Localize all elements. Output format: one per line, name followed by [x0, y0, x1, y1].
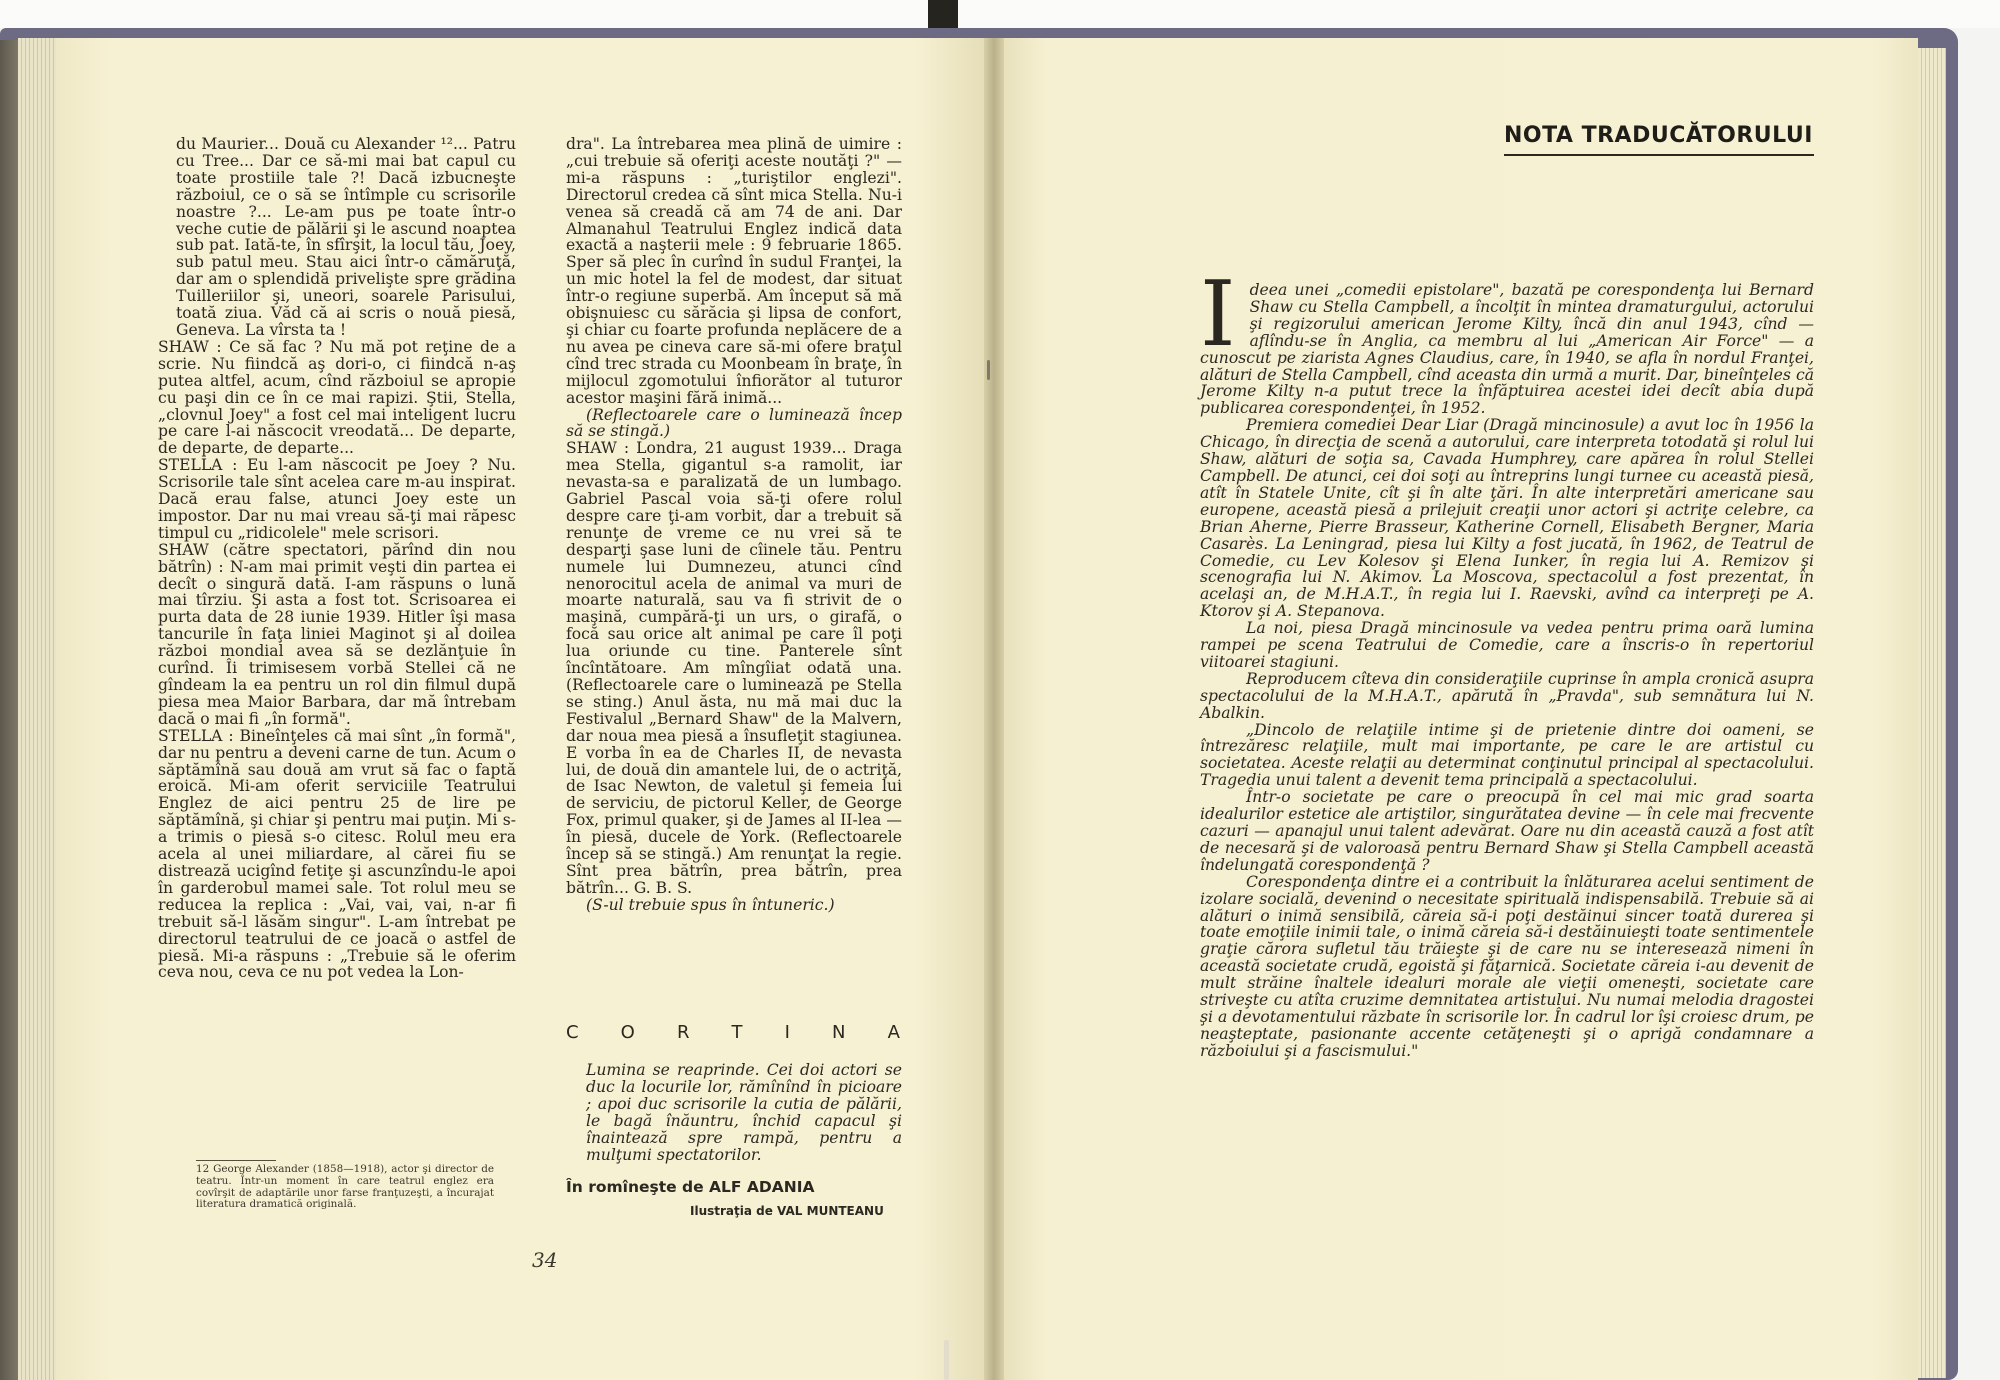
translator-credit: În romîneşte de ALF ADANIA	[566, 1178, 815, 1196]
final-stage-direction: Lumina se reaprinde. Cei doi actori se duc la locurile lor, rămînînd în picioare ; apoi duc scrisorile la cutia de pălării, le bagă înăuntru, închid capacul şi înaintează spre rampă, pentru a mulţumi spectatorilor.	[586, 1061, 902, 1164]
cortina-letter: I	[784, 1022, 792, 1043]
left-column-2	[566, 136, 902, 914]
page-stack-right	[1914, 48, 1946, 1378]
background-strip	[0, 0, 2000, 28]
text-paragraph: „Dincolo de relaţiile intime şi de prietenie dintre doi oameni, se întrezăresc relaţiile, mult mai importante, pe care le are artistul cu societatea. Aceste relaţii au determinat conţinutul principal al spectacolului. Tragedia unui talent a devenit tema principală a spectacolului.	[1200, 720, 1814, 790]
text-paragraph: La noi, piesa Dragă mincinosule va vedea pentru prima oară lumina rampei pe scena Teatrului de Comedie, care a înscris-o în repertoriul viitoarei stagiuni.	[1200, 619, 1814, 671]
text-paragraph: Reproducem cîteva din consideraţiile cuprinse în ampla cronică asupra spectacolului de la M.H.A.T., apărută în „Pravda", sub semnătura lui N. Abalkin.	[1200, 669, 1814, 722]
binding-thread	[944, 1340, 949, 1380]
cortina-letter: N	[832, 1022, 848, 1043]
binding-thread	[987, 360, 990, 380]
cortina-heading	[566, 1022, 902, 1043]
drop-cap: I	[1200, 262, 1236, 367]
book-gutter	[984, 38, 1004, 1380]
text-paragraph: Într-o societate pe care o preocupă în cel mai mic grad soarta idealurilor estetice ale artiştilor, singurătatea devine — în cele mai frecvente cazuri — apanajul unui talent adevărat. Oare nu din această cauză a fost atît de necesară şi de valoroasă pentru Bernard Shaw şi Stella Campbell această îndelungată corespondenţă ?	[1200, 788, 1814, 874]
dialogue-paragraph: SHAW : Ce să fac ? Nu mă pot reţine de a scrie. Nu fiindcă aş dori-o, ci fiindcă n-aş putea altfel, acum, cînd războiul se apropie cu paşi din ce în ce mai rapizi. Ştii, Stella, „clovnul Joey" a fost cel mai inteligent lucru pe care l-ai născocit vreodată... De departe, de departe, de departe...	[158, 337, 516, 458]
heading-underline	[1504, 154, 1814, 156]
footnote-divider	[196, 1160, 276, 1161]
cortina-letter: C	[566, 1022, 581, 1043]
cortina-letter: T	[731, 1022, 745, 1043]
text-paragraph: Corespondenţa dintre ei a contribuit la înlăturarea acelui sentiment de izolare socială, devenind o necesitate spirituală indispensabilă. Trebuie să ai alături o inimă sensibilă, căreia să-i poţi destăinui sincer toată durerea şi toate emoţiile inimii tale, o inimă căreia să-i destăinuieşti toate sentimentele graţie cărora sufletul tău trăieşte şi de care nu se interesează nimeni în această societate crudă, egoistă şi făţarnică. Societate căreia i-au devenit de mult străine înaltele idealuri morale ale vieţii omeneşti, societate care striveşte cu atîta cruzime demnitatea artistului. Nu numai melodia dragostei şi a devotamentului răzbate în scrisorile lor. În cadrul lor îşi croiesc drum, pe neaşteptate, pasionante accente cetăţeneşti şi o aprigă condamnare a războiului şi a fascismului."	[1200, 872, 1814, 1060]
stage-direction: (Reflectoarele care o luminează încep să se stingă.)	[566, 405, 902, 441]
text-paragraph	[1200, 262, 1814, 418]
footnote: 12 George Alexander (1858—1918), actor şi director de teatru. Într-un moment în care teatrul englez era covîrşit de adaptările unor farse franţuzeşti, a încurajat literatura dramatică originală.	[196, 1163, 494, 1211]
paragraph-text: deea unei „comedii epistolare", bazată pe corespondenţa lui Bernard Shaw cu Stella Campbell, a încolţit în mintea dramaturgului, actorului şi regizorului american Jerome Kilty, încă din anul 1943, cînd — aflîndu-se în Anglia, ca membru al lui „American Air Force" — a cunoscut pe ziarista Agnes Claudius, care, în 1940, se afla în nordul Franţei, alături de Stella Campbell, cînd aceasta din urmă a murit. Dar, bineînţeles că Jerome Kilty n-a putut trece la înfăptuirea acestei idei decît abia după publicarea corespondenţei, în 1952.	[1200, 281, 1814, 418]
stage-direction: (S-ul trebuie spus în întuneric.)	[586, 895, 835, 914]
dialogue-paragraph: SHAW (către spectatori, părînd din nou bătrîn) : N-am mai primit veşti din partea ei decît o singură dată. I-am răspuns o lună mai tîrziu. Şi asta a fost tot. Scrisoarea ei purta data de 28 iunie 1939. Hitler îşi masa tancurile în faţa liniei Maginot şi al doilea război mondial avea să se dezlănţuie în curînd. Îi trimisesem vorbă Stellei că ne gîndeam la ea pentru un rol din filmul după piesa mea Maior Barbara, dar mă întrebam dacă o mai fi „în formă".	[158, 540, 516, 728]
dialogue-paragraph: STELLA : Bineînţeles că mai sînt „în formă", dar nu pentru a deveni carne de tun. Acum o săptămînă sau două am vrut să fac o faptă eroică. Mi-am oferit serviciile Teatrului Englez de aici pentru 25 de lire pe săptămînă, şi chiar şi pentru mai puţin. Mi s-a trimis o piesă s-o citesc. Rolul meu era acela al unei miliardare, al cărei fiu se distrează ucigînd fetiţe şi ascunzîndu-le apoi în garderobul mamei sale. Tot rolul meu se reducea la replica : „Vai, vai, vai, n-ar fi trebuit să-l lăsăm singur". L-am întrebat pe directorul teatrului de ce joacă o astfel de piesă. Mi-a răspuns : „Trebuie să le oferim ceva nou, ceva ce nu pot vedea la Lon-	[158, 726, 516, 982]
cortina-letter: A	[887, 1022, 902, 1043]
text-paragraph: du Maurier... Două cu Alexander ¹²... Patru cu Tree... Dar ce să-mi mai bat capul cu toate prostiile tale ?! Dacă izbucneşte războiul, ce o să se întîmple cu scrisorile noastre ?... Le-am pus pe toate într-o veche cutie de pălării şi le ascund noaptea sub pat. Iată-te, în sfîrşit, la locul tău, Joey, sub patul meu. Stau aici într-o cămăruţă, dar am o splendidă privelişte spre grădina Tuilleriilor şi, uneori, soarele Parisului, toată ziua. Văd că ai scris o nouă piesă, Geneva. La vîrsta ta !	[176, 135, 516, 339]
cortina-letter: R	[676, 1022, 692, 1043]
text-paragraph: Premiera comediei Dear Liar (Dragă mincinosule) a avut loc în 1956 la Chicago, în direcţia de scenă a autorului, care interpreta totodată şi rolul lui Shaw, alături de soţia sa, Cavada Humphrey, care apărea în rolul Stellei Campbell. De atunci, cei doi soţi au întreprins lungi turnee cu această piesă, atît în Statele Unite, cît şi în alte ţări. În alte interpretări americane sau europene, această piesă a prilejuit creaţii unor actori şi actriţe celebre, ca Brian Aherne, Pierre Brasseur, Katherine Cornell, Elisabeth Bergner, Maria Casarès. La Leningrad, piesa lui Kilty a fost jucată, în 1962, de Teatrul de Comedie, cu Lev Kolesov şi Elena Iunker, în regia lui A. Remizov şi scenografia lui N. Akimov. La Moscova, spectacolul a fost prezentat, în acelaşi an, de M.H.A.T., în regia lui I. Raevski, avînd ca interpreţi pe A. Ktorov şi A. Stepanova.	[1200, 416, 1814, 621]
illustration-credit: Ilustraţia de VAL MUNTEANU	[690, 1204, 884, 1218]
cortina-letter: O	[620, 1022, 637, 1043]
section-heading: NOTA TRADUCĂTORULUI	[1504, 123, 1813, 148]
text-paragraph: dra". La întrebarea mea plină de uimire : „cui trebuie să oferiţi aceste noutăţi ?" — mi-a răspuns : „turiştilor englezi". Directorul credea că sînt mica Stella. Nu-i venea să creadă că am 74 de ani. Dar Almanahul Teatrului Englez indică data exactă a naşterii mele : 9 februarie 1865. Sper să plec în curînd în sudul Franţei, la un mic hotel la fel de modest, dar situat într-o regiune superbă. Am început să mă obişnuiesc cu sărăcia şi lipsa de confort, şi chiar cu foarte profunda neplăcere de a nu avea pe cineva care să-mi ofere braţul cînd trec strada cu Moonbeam în braţe, în mijlocul zgomotului înfiorător al tuturor acestor maşini fără inimă...	[566, 135, 902, 407]
translator-note-body	[1200, 262, 1814, 1060]
dialogue-paragraph: SHAW : Londra, 21 august 1939... Draga mea Stella, gigantul s-a ramolit, iar nevasta-sa e paralizată de un lumbago. Gabriel Pascal voia să-ţi ofere rolul despre care ţi-am vorbit, dar a trebuit să renunţe de vreme ce nu vrei să te desparţi şase luni de cîinele tău. Pentru numele lui Dumnezeu, atunci cînd nenorocitul acela de animal va muri de moarte naturală, sau va fi strivit de o maşină, cumpără-ţi un urs, o girafă, o focă sau orice alt animal pe care îl poţi lua oriunde cu tine. Panterele sînt încîntătoare. Am mîngîiat odată una. (Reflectoarele care o luminează pe Stella se sting.) Anul ăsta, nu mă mai duc la Festivalul „Bernard Shaw" de la Malvern, dar noua mea piesă a însufleţit stagiunea. E vorba în ea de Charles II, de nevasta lui, de două din amantele lui, de o actriţă, de Isac Newton, de valetul şi femeia lui de serviciu, de pictorul Keller, de George Fox, primul quaker, şi de James al II-lea — în piesă, ducele de York. (Reflectoarele încep să se stingă.) Am renunţat la regie. Sînt prea bătrîn, prea bătrîn, prea bătrîn... G. B. S.	[566, 439, 902, 897]
page-number: 34	[532, 1248, 558, 1272]
left-column-1	[158, 135, 516, 982]
dialogue-paragraph: STELLA : Eu l-am născocit pe Joey ? Nu. Scrisorile tale sînt acelea care m-au inspirat. Dacă erau false, atunci Joey este un impostor. Dar nu mai vreau să-ţi mai răpesc timpul cu „ridicolele" mele scrisori.	[158, 456, 516, 542]
